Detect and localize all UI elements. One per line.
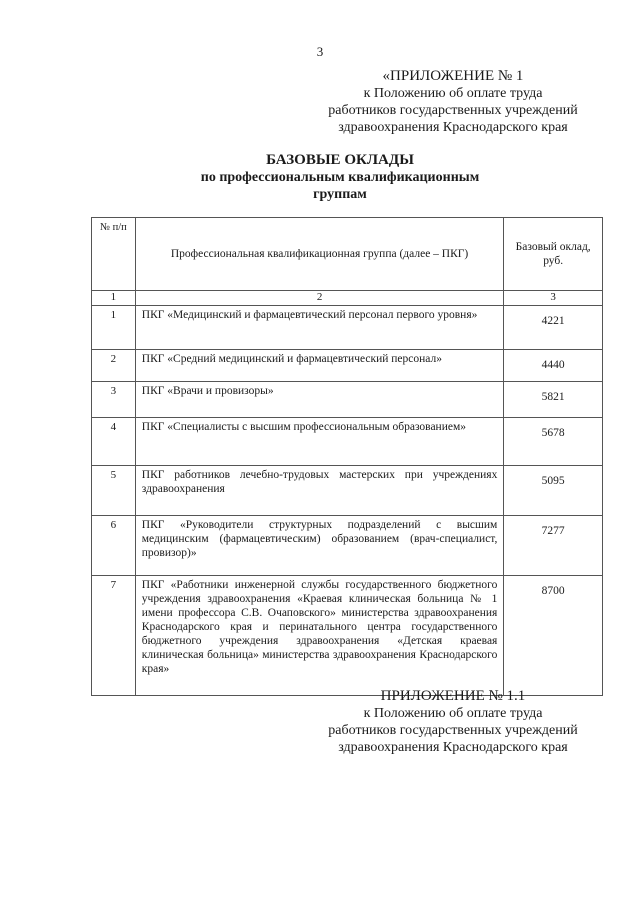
document-title (170, 152, 510, 203)
table-row (92, 418, 603, 466)
row-group: ПКГ работников лечебно-трудовых мастерских при учреждениях здравоохранения (135, 466, 504, 516)
salary-table (91, 217, 603, 696)
row-num: 6 (92, 516, 136, 576)
row-group: ПКГ «Средний медицинский и фармацевтический персонал» (135, 350, 504, 382)
appendix-title: ПРИЛОЖЕНИЕ № 1.1 (380, 688, 526, 704)
table-header-row (92, 218, 603, 291)
document-title-main: БАЗОВЫЕ ОКЛАДЫ (266, 152, 414, 168)
row-num: 2 (92, 350, 136, 382)
row-salary: 4221 (504, 306, 603, 350)
column-number: 3 (504, 291, 603, 306)
document-title-sub: по профессиональным квалификационным (200, 170, 480, 185)
row-num: 7 (92, 576, 136, 696)
appendix-header-bottom (318, 688, 588, 756)
row-group: ПКГ «Медицинский и фармацевтический персонал первого уровня» (135, 306, 504, 350)
header-salary: Базовый оклад, руб. (504, 218, 603, 291)
header-num: № п/п (92, 218, 136, 291)
row-group: ПКГ «Врачи и провизоры» (135, 382, 504, 418)
row-group: ПКГ «Работники инженерной службы государственного бюджетного учреждения здравоохранения «Краевая клиническая больница № 1 имени профессора С.В. Очаповского» министерства здравоохранения Краснодарского края и перинатального центра государственного бюджетного учреждения здравоохранения «Детская краевая клиническая больница» министерства здравоохранения Краснодарского края» (135, 576, 504, 696)
appendix-header-top (318, 68, 588, 136)
appendix-line: работников государственных учреждений (328, 723, 578, 738)
row-salary: 4440 (504, 350, 603, 382)
row-salary: 7277 (504, 516, 603, 576)
row-group: ПКГ «Руководители структурных подразделений с высшим медицинским (фармацевтическим) образованием (врач-специалист, провизор)» (135, 516, 504, 576)
header-group: Профессиональная квалификационная группа (далее – ПКГ) (135, 218, 504, 291)
row-salary: 8700 (504, 576, 603, 696)
document-title-sub: группам (313, 187, 367, 202)
row-num: 3 (92, 382, 136, 418)
table-row (92, 350, 603, 382)
row-salary: 5678 (504, 418, 603, 466)
row-num: 5 (92, 466, 136, 516)
column-numbering-row (92, 291, 603, 306)
appendix-line: работников государственных учреждений (328, 103, 578, 118)
appendix-line: здравоохранения Краснодарского края (338, 120, 568, 135)
table-row (92, 306, 603, 350)
table-row (92, 576, 603, 696)
page-number: 3 (316, 44, 324, 59)
table-row (92, 382, 603, 418)
appendix-line: к Положению об оплате труда (363, 86, 543, 101)
row-num: 4 (92, 418, 136, 466)
row-num: 1 (92, 306, 136, 350)
row-salary: 5821 (504, 382, 603, 418)
row-group: ПКГ «Специалисты с высшим профессиональным образованием» (135, 418, 504, 466)
table-row (92, 516, 603, 576)
column-number: 1 (92, 291, 136, 306)
column-number: 2 (135, 291, 504, 306)
row-salary: 5095 (504, 466, 603, 516)
appendix-line: здравоохранения Краснодарского края (338, 740, 568, 755)
appendix-line: к Положению об оплате труда (363, 706, 543, 721)
appendix-title: «ПРИЛОЖЕНИЕ № 1 (382, 68, 524, 84)
table-row (92, 466, 603, 516)
